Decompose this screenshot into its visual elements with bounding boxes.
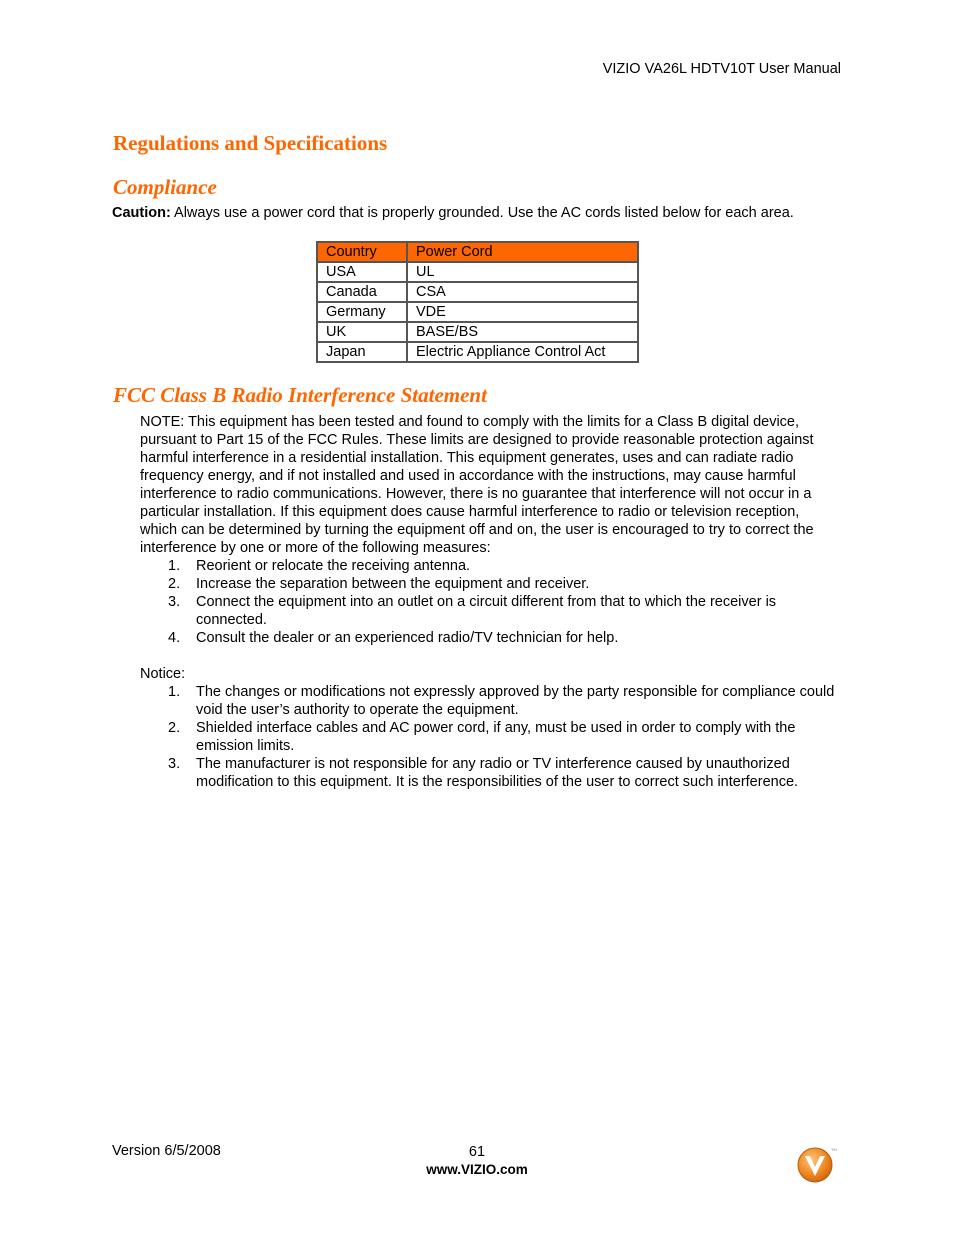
list-item: Consult the dealer or an experienced radio/TV technician for help. <box>196 630 619 646</box>
table-row <box>317 302 638 322</box>
section-title: Regulations and Specifications <box>113 131 388 155</box>
power-cord-cell: Electric Appliance Control Act <box>407 342 638 362</box>
fcc-body <box>140 413 840 791</box>
list-item: The manufacturer is not responsible for any radio or TV interference caused by unauthorized modification to this equipment. It is the responsibilities of the user to correct such interference. <box>196 756 799 790</box>
table-row <box>317 322 638 342</box>
list-item: Connect the equipment into an outlet on a circuit different from that to which the receiver is connected. <box>196 594 777 628</box>
list-item: Reorient or relocate the receiving antenna. <box>196 558 471 574</box>
caution-label: Caution: <box>112 205 171 221</box>
country-cell: UK <box>317 322 407 342</box>
table-row <box>317 282 638 302</box>
compliance-heading: Compliance <box>113 175 217 199</box>
website-link[interactable]: www.VIZIO.com <box>426 1162 528 1177</box>
power-cord-cell: BASE/BS <box>407 322 638 342</box>
notice-label: Notice: <box>140 666 186 682</box>
header-power-cord: Power Cord <box>407 242 638 262</box>
table-row <box>317 342 638 362</box>
country-cell: Canada <box>317 282 407 302</box>
fcc-note: NOTE: This equipment has been tested and found to comply with the limits for a Class B digital device, pursuant to Part 15 of the FCC Rules. These limits are designed to provide reasonable protection against harmful interference in a residential installation. This equipment generates, uses and can radiate radio frequency energy, and if not installed and used in accordance with the instructions, may cause harmful interference to radio communications. However, there is no guarantee that interference will not occur in a particular installation. If this equipment does cause harmful interference to radio or television reception, which can be determined by turning the equipment off and on, the user is encouraged to try to correct the interference by one or more of the following measures: <box>140 414 814 556</box>
power-cord-cell: VDE <box>407 302 638 322</box>
country-cell: Japan <box>317 342 407 362</box>
country-cell: Germany <box>317 302 407 322</box>
spacer <box>140 647 840 665</box>
country-cell: USA <box>317 262 407 282</box>
power-cord-cell: CSA <box>407 282 638 302</box>
table-row <box>317 262 638 282</box>
version-label: Version 6/5/2008 <box>112 1143 221 1159</box>
measures-list <box>140 557 840 647</box>
header-country: Country <box>317 242 407 262</box>
caution-text: Always use a power cord that is properly grounded. Use the AC cords listed below for each area. <box>170 205 794 221</box>
table-header-row <box>317 242 638 262</box>
power-cord-cell: UL <box>407 262 638 282</box>
page-number: 61 <box>468 1144 486 1160</box>
svg-text:TM: TM <box>831 1147 837 1152</box>
power-cord-table <box>316 241 639 363</box>
list-item: Increase the separation between the equipment and receiver. <box>196 576 590 592</box>
vizio-logo-icon <box>796 1145 836 1185</box>
list-item: Shielded interface cables and AC power cord, if any, must be used in order to comply with the emission limits. <box>196 720 796 754</box>
manual-title: VIZIO VA26L HDTV10T User Manual <box>602 61 841 77</box>
caution-paragraph <box>112 204 842 222</box>
notice-list <box>140 683 840 791</box>
fcc-heading: FCC Class B Radio Interference Statement <box>113 383 487 407</box>
list-item: The changes or modifications not expressly approved by the party responsible for compliance could void the user’s authority to operate the equipment. <box>196 684 835 718</box>
